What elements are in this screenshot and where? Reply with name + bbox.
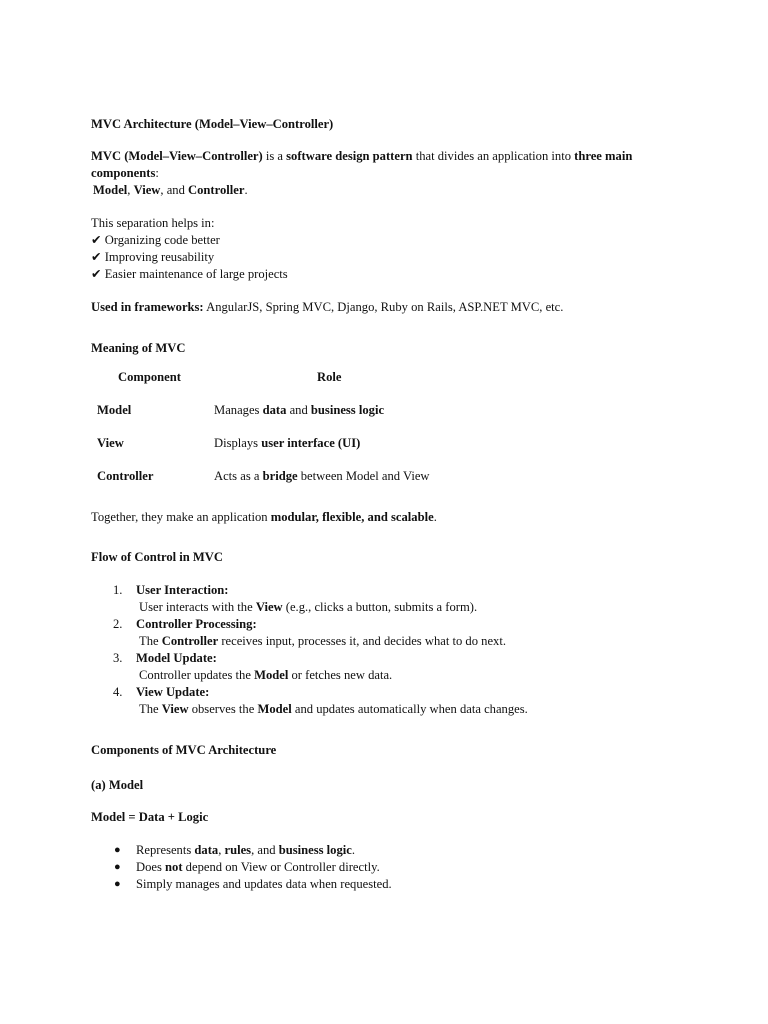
separation-item: ✔ Improving reusability (91, 250, 215, 264)
step-title: Model Update: (136, 651, 217, 665)
col-header-role: Role (317, 370, 342, 384)
separation-item: ✔ Easier maintenance of large projects (91, 267, 288, 281)
intro-line-1: MVC (Model–View–Controller) is a software design pattern that divides an application into three main (91, 149, 633, 163)
col-header-component: Component (118, 370, 181, 384)
together-line: Together, they make an application modular, flexible, and scalable. (91, 510, 437, 524)
separation-item: ✔ Organizing code better (91, 233, 220, 247)
list-item: Represents data, rules, and business logic. (136, 843, 356, 857)
components-heading: Components of MVC Architecture (91, 743, 277, 757)
list-item: Does not depend on View or Controller directly. (136, 860, 380, 874)
bullet-dot: ● (114, 861, 121, 873)
step-description: The View observes the Model and updates automatically when data changes. (139, 702, 528, 716)
table-cell-component: View (97, 436, 124, 450)
bullet-dot: ● (114, 844, 121, 856)
step-title: User Interaction: (136, 583, 229, 597)
bullet-dot: ● (114, 878, 121, 890)
model-formula: Model = Data + Logic (91, 810, 209, 824)
table-cell-role: Acts as a bridge between Model and View (214, 469, 430, 483)
table-cell-role: Displays user interface (UI) (214, 436, 361, 450)
separation-lead: This separation helps in: (91, 216, 215, 230)
intro-line-3: Model, View, and Controller. (93, 183, 248, 197)
step-description: The Controller receives input, processes it, and decides what to do next. (139, 634, 506, 648)
flow-heading: Flow of Control in MVC (91, 550, 223, 564)
list-item: Simply manages and updates data when requested. (136, 877, 392, 891)
page-title: MVC Architecture (Model–View–Controller) (91, 117, 334, 131)
step-title: Controller Processing: (136, 617, 257, 631)
meaning-heading: Meaning of MVC (91, 341, 186, 355)
step-number: 1. (113, 583, 123, 597)
model-subheading: (a) Model (91, 778, 144, 792)
intro-line-2: components: (91, 166, 159, 180)
step-number: 3. (113, 651, 123, 665)
step-number: 4. (113, 685, 123, 699)
step-number: 2. (113, 617, 123, 631)
step-description: User interacts with the View (e.g., clicks a button, submits a form). (139, 600, 478, 614)
step-description: Controller updates the Model or fetches new data. (139, 668, 393, 682)
table-cell-role: Manages data and business logic (214, 403, 385, 417)
table-cell-component: Controller (97, 469, 154, 483)
table-cell-component: Model (97, 403, 132, 417)
step-title: View Update: (136, 685, 210, 699)
frameworks-line: Used in frameworks: AngularJS, Spring MVC, Django, Ruby on Rails, ASP.NET MVC, etc. (91, 300, 564, 314)
